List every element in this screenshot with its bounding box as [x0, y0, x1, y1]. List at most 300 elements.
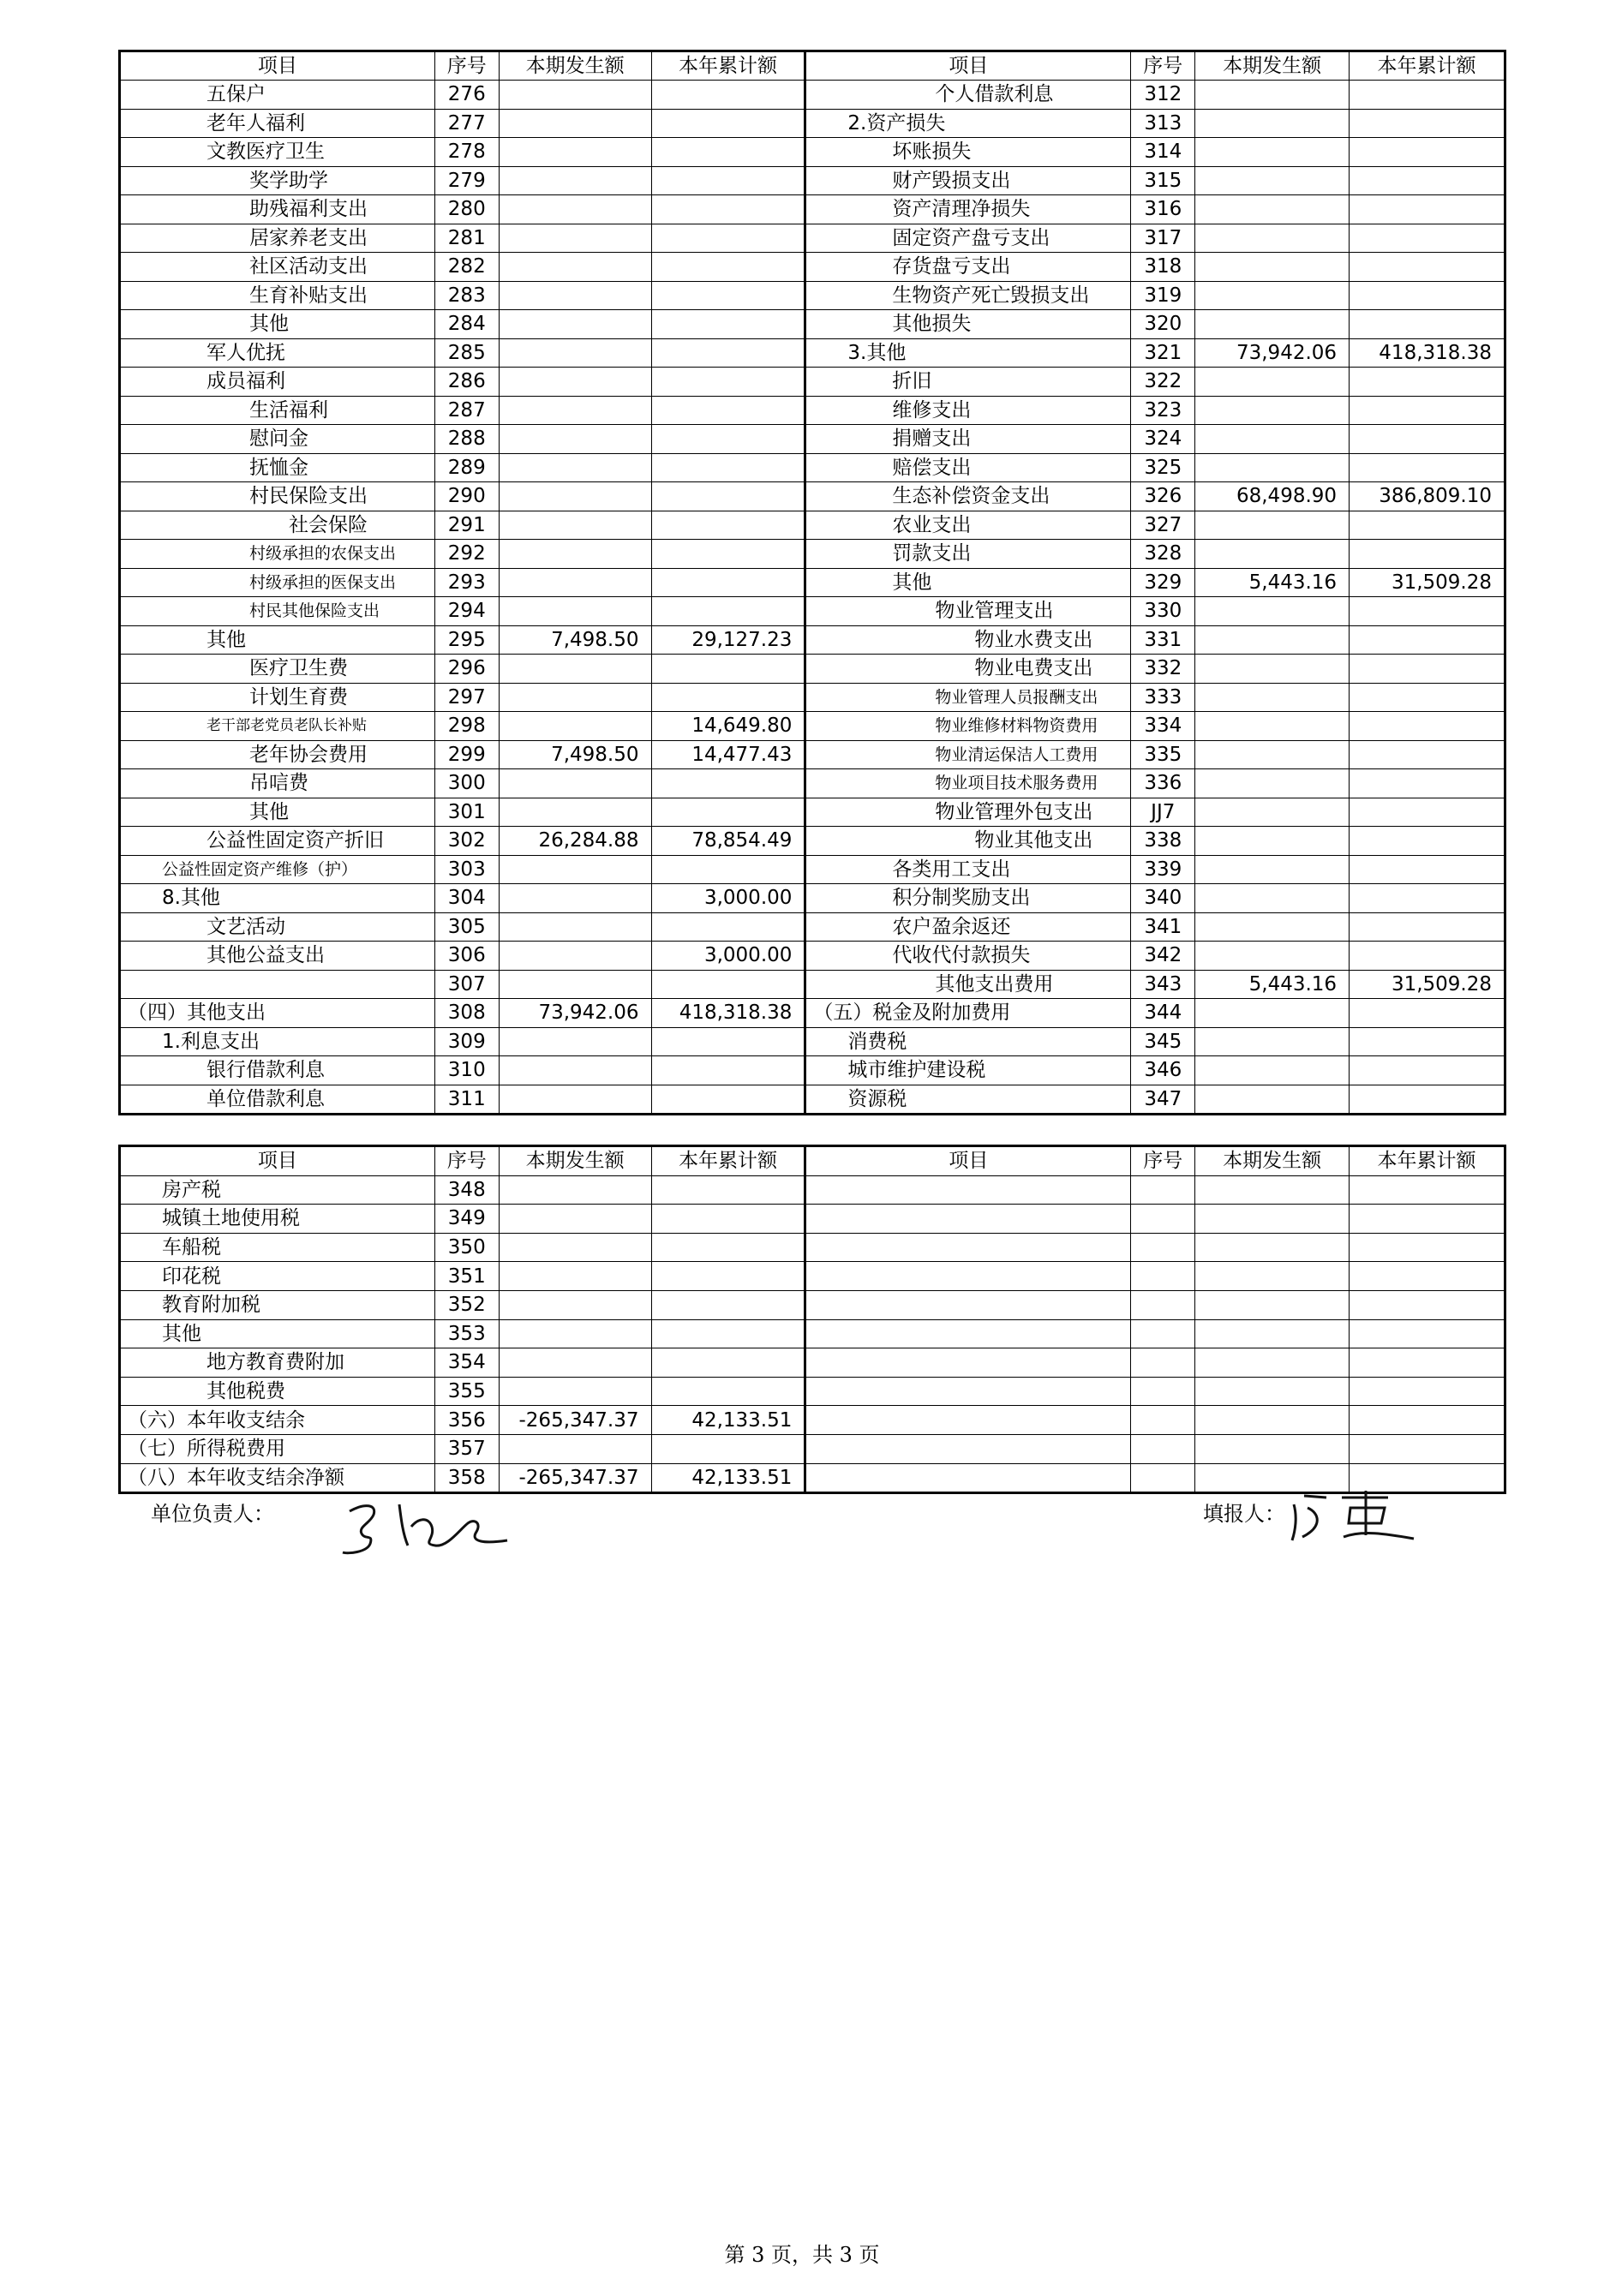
ytd-amount: [651, 138, 805, 167]
ytd-amount: [651, 224, 805, 253]
period-amount: [499, 1085, 651, 1115]
ytd-amount: [651, 769, 805, 798]
item-label: 其他公益支出: [120, 942, 435, 971]
ytd-amount: [1350, 540, 1505, 569]
period-amount: [499, 109, 651, 138]
empty-cell: [1350, 1434, 1505, 1463]
serial-number: 287: [434, 396, 499, 425]
serial-number: 353: [434, 1319, 499, 1348]
header-period: 本期发生额: [499, 1146, 651, 1176]
serial-number: 311: [434, 1085, 499, 1115]
ytd-amount: [651, 1205, 805, 1234]
item-label: 农户盈余返还: [805, 912, 1131, 942]
item-label: 代收代付款损失: [805, 942, 1131, 971]
table-row: [120, 109, 1505, 138]
period-amount: [499, 1348, 651, 1378]
ytd-amount: [1350, 827, 1505, 856]
serial-number: 289: [434, 453, 499, 482]
item-label: 捐赠支出: [805, 425, 1131, 454]
ytd-amount: [1350, 597, 1505, 626]
header-no: 序号: [434, 1146, 499, 1176]
ytd-amount: [1350, 368, 1505, 397]
period-amount: [499, 368, 651, 397]
empty-cell: [1131, 1463, 1195, 1493]
ytd-amount: [651, 368, 805, 397]
empty-cell: [1195, 1348, 1350, 1378]
ytd-amount: [651, 281, 805, 310]
serial-number: 308: [434, 999, 499, 1028]
item-label: 8.其他: [120, 884, 435, 913]
table-row: [120, 855, 1505, 884]
period-amount: 68,498.90: [1195, 482, 1350, 511]
period-amount: [499, 338, 651, 368]
empty-cell: [1195, 1434, 1350, 1463]
empty-cell: [1131, 1175, 1195, 1205]
period-amount: [499, 511, 651, 540]
table-row: [120, 1290, 1505, 1319]
item-label: 五保户: [120, 81, 435, 110]
serial-number: 291: [434, 511, 499, 540]
serial-number: 358: [434, 1463, 499, 1493]
serial-number: 321: [1131, 338, 1195, 368]
item-label: 物业管理外包支出: [805, 798, 1131, 827]
period-amount: [499, 1175, 651, 1205]
serial-number: 350: [434, 1233, 499, 1262]
item-label: 物业其他支出: [805, 827, 1131, 856]
period-amount: [1195, 999, 1350, 1028]
period-amount: [499, 81, 651, 110]
item-label: 资源税: [805, 1085, 1131, 1115]
period-amount: 5,443.16: [1195, 568, 1350, 597]
period-amount: [499, 1377, 651, 1406]
empty-cell: [805, 1348, 1131, 1378]
period-amount: [499, 1056, 651, 1085]
serial-number: 312: [1131, 81, 1195, 110]
empty-cell: [805, 1319, 1131, 1348]
item-label: 居家养老支出: [120, 224, 435, 253]
serial-number: 338: [1131, 827, 1195, 856]
ytd-amount: [1350, 1027, 1505, 1056]
table-row: [120, 1175, 1505, 1205]
serial-number: 348: [434, 1175, 499, 1205]
serial-number: 333: [1131, 683, 1195, 712]
tax-table: [118, 1145, 1506, 1494]
table-row: [120, 453, 1505, 482]
item-label: 公益性固定资产维修（护）: [120, 855, 435, 884]
item-label: 积分制奖励支出: [805, 884, 1131, 913]
table-row: [120, 1348, 1505, 1378]
item-label: 物业清运保洁人工费用: [805, 740, 1131, 769]
ytd-amount: [651, 1085, 805, 1115]
period-amount: [499, 224, 651, 253]
ytd-amount: [651, 482, 805, 511]
ytd-amount: 31,509.28: [1350, 568, 1505, 597]
table-row: [120, 1027, 1505, 1056]
period-amount: [499, 396, 651, 425]
preparer-label: 填报人：: [1203, 1502, 1285, 1526]
item-label: 维修支出: [805, 396, 1131, 425]
period-amount: -265,347.37: [499, 1463, 651, 1493]
serial-number: 319: [1131, 281, 1195, 310]
item-label: 个人借款利息: [805, 81, 1131, 110]
table-row: [120, 368, 1505, 397]
table-row: [120, 1233, 1505, 1262]
empty-cell: [805, 1233, 1131, 1262]
item-label: 医疗卫生费: [120, 655, 435, 684]
serial-number: 283: [434, 281, 499, 310]
period-amount: [499, 540, 651, 569]
ytd-amount: [1350, 655, 1505, 684]
item-label: 物业管理支出: [805, 597, 1131, 626]
serial-number: 342: [1131, 942, 1195, 971]
item-label: 2.资产损失: [805, 109, 1131, 138]
ytd-amount: [1350, 109, 1505, 138]
item-label: [120, 970, 435, 999]
table-row: [120, 798, 1505, 827]
ytd-amount: [651, 1319, 805, 1348]
serial-number: 326: [1131, 482, 1195, 511]
ytd-amount: [1350, 999, 1505, 1028]
item-label: 抚恤金: [120, 453, 435, 482]
serial-number: 357: [434, 1434, 499, 1463]
empty-cell: [805, 1290, 1131, 1319]
header-item: 项目: [120, 51, 435, 81]
item-label: （六）本年收支结余: [120, 1406, 435, 1435]
empty-cell: [805, 1175, 1131, 1205]
period-amount: 5,443.16: [1195, 970, 1350, 999]
table-row: [120, 597, 1505, 626]
period-amount: [499, 425, 651, 454]
empty-cell: [805, 1377, 1131, 1406]
empty-cell: [1131, 1319, 1195, 1348]
serial-number: 354: [434, 1348, 499, 1378]
table-row: [120, 540, 1505, 569]
serial-number: 295: [434, 625, 499, 655]
serial-number: 344: [1131, 999, 1195, 1028]
table-header-row: [120, 1146, 1505, 1176]
ytd-amount: [651, 1056, 805, 1085]
ytd-amount: [1350, 942, 1505, 971]
period-amount: [499, 1319, 651, 1348]
serial-number: 300: [434, 769, 499, 798]
preparer-signature: [1285, 1487, 1422, 1547]
serial-number: 302: [434, 827, 499, 856]
serial-number: 304: [434, 884, 499, 913]
ytd-amount: 418,318.38: [651, 999, 805, 1028]
serial-number: 277: [434, 109, 499, 138]
header-ytd: 本年累计额: [651, 1146, 805, 1176]
item-label: 1.利息支出: [120, 1027, 435, 1056]
serial-number: 313: [1131, 109, 1195, 138]
serial-number: 310: [434, 1056, 499, 1085]
period-amount: [1195, 310, 1350, 339]
ytd-amount: [651, 1233, 805, 1262]
header-item: 项目: [805, 1146, 1131, 1176]
ytd-amount: [651, 1027, 805, 1056]
item-label: 村民保险支出: [120, 482, 435, 511]
serial-number: 318: [1131, 253, 1195, 282]
period-amount: [499, 1233, 651, 1262]
period-amount: [1195, 740, 1350, 769]
serial-number: JJ7: [1131, 798, 1195, 827]
period-amount: 73,942.06: [499, 999, 651, 1028]
serial-number: 334: [1131, 712, 1195, 741]
ytd-amount: [651, 1262, 805, 1291]
table-row: [120, 1262, 1505, 1291]
table-row: [120, 425, 1505, 454]
period-amount: [1195, 396, 1350, 425]
period-amount: [1195, 942, 1350, 971]
table-row: [120, 81, 1505, 110]
ytd-amount: [651, 81, 805, 110]
empty-cell: [805, 1434, 1131, 1463]
ytd-amount: [651, 1175, 805, 1205]
table-row: [120, 1205, 1505, 1234]
ytd-amount: [651, 1348, 805, 1378]
item-label: 社会保险: [120, 511, 435, 540]
ytd-amount: [651, 855, 805, 884]
ytd-amount: 418,318.38: [1350, 338, 1505, 368]
ytd-amount: 78,854.49: [651, 827, 805, 856]
period-amount: [499, 482, 651, 511]
item-label: 生活福利: [120, 396, 435, 425]
period-amount: [1195, 281, 1350, 310]
item-label: （五）税金及附加费用: [805, 999, 1131, 1028]
serial-number: 316: [1131, 195, 1195, 224]
item-label: 计划生育费: [120, 683, 435, 712]
serial-number: 294: [434, 597, 499, 626]
item-label: 农业支出: [805, 511, 1131, 540]
period-amount: [1195, 683, 1350, 712]
period-amount: [499, 1290, 651, 1319]
table-row: [120, 769, 1505, 798]
ytd-amount: [1350, 625, 1505, 655]
item-label: 其他支出费用: [805, 970, 1131, 999]
table-row: [120, 740, 1505, 769]
unit-head-signature: [339, 1492, 528, 1561]
period-amount: 7,498.50: [499, 740, 651, 769]
item-label: 其他: [120, 798, 435, 827]
serial-number: 330: [1131, 597, 1195, 626]
item-label: 存货盘亏支出: [805, 253, 1131, 282]
serial-number: 299: [434, 740, 499, 769]
header-no: 序号: [434, 51, 499, 81]
table-row: [120, 138, 1505, 167]
header-period: 本期发生额: [499, 51, 651, 81]
serial-number: 327: [1131, 511, 1195, 540]
serial-number: 309: [434, 1027, 499, 1056]
empty-cell: [1350, 1175, 1505, 1205]
header-item: 项目: [805, 51, 1131, 81]
ytd-amount: [651, 683, 805, 712]
empty-cell: [1195, 1205, 1350, 1234]
ytd-amount: [1350, 712, 1505, 741]
item-label: 村级承担的医保支出: [120, 568, 435, 597]
item-label: 老年人福利: [120, 109, 435, 138]
item-label: 公益性固定资产折旧: [120, 827, 435, 856]
item-label: 财产毁损支出: [805, 166, 1131, 195]
item-label: 物业维修材料物资费用: [805, 712, 1131, 741]
item-label: 单位借款利息: [120, 1085, 435, 1115]
ytd-amount: [1350, 798, 1505, 827]
ytd-amount: 42,133.51: [651, 1463, 805, 1493]
serial-number: 351: [434, 1262, 499, 1291]
serial-number: 297: [434, 683, 499, 712]
item-label: 老干部老党员老队长补贴: [120, 712, 435, 741]
ytd-amount: [651, 1434, 805, 1463]
serial-number: 306: [434, 942, 499, 971]
empty-cell: [1131, 1262, 1195, 1291]
ytd-amount: 386,809.10: [1350, 482, 1505, 511]
serial-number: 328: [1131, 540, 1195, 569]
period-amount: [499, 683, 651, 712]
item-label: 其他: [120, 1319, 435, 1348]
ytd-amount: [1350, 1085, 1505, 1115]
empty-cell: [1195, 1290, 1350, 1319]
item-label: 村民其他保险支出: [120, 597, 435, 626]
period-amount: [499, 568, 651, 597]
table-row: [120, 1377, 1505, 1406]
period-amount: [1195, 109, 1350, 138]
expense-table: [118, 50, 1506, 1115]
serial-number: 301: [434, 798, 499, 827]
ytd-amount: [651, 970, 805, 999]
ytd-amount: 42,133.51: [651, 1406, 805, 1435]
item-label: 车船税: [120, 1233, 435, 1262]
period-amount: [1195, 855, 1350, 884]
serial-number: 356: [434, 1406, 499, 1435]
table-row: [120, 655, 1505, 684]
item-label: （八）本年收支结余净额: [120, 1463, 435, 1493]
table-row: [120, 683, 1505, 712]
ytd-amount: 14,649.80: [651, 712, 805, 741]
period-amount: [499, 1027, 651, 1056]
empty-cell: [1350, 1319, 1505, 1348]
period-amount: 26,284.88: [499, 827, 651, 856]
table-row: [120, 396, 1505, 425]
period-amount: [499, 970, 651, 999]
ytd-amount: [651, 597, 805, 626]
item-label: 各类用工支出: [805, 855, 1131, 884]
ytd-amount: [651, 109, 805, 138]
header-ytd: 本年累计额: [651, 51, 805, 81]
period-amount: [499, 1434, 651, 1463]
empty-cell: [1131, 1233, 1195, 1262]
header-ytd: 本年累计额: [1350, 1146, 1505, 1176]
table-row: [120, 827, 1505, 856]
period-amount: [1195, 224, 1350, 253]
period-amount: [1195, 195, 1350, 224]
item-label: 村级承担的农保支出: [120, 540, 435, 569]
ytd-amount: [651, 655, 805, 684]
serial-number: 347: [1131, 1085, 1195, 1115]
empty-cell: [1350, 1377, 1505, 1406]
item-label: 奖学助学: [120, 166, 435, 195]
empty-cell: [1350, 1205, 1505, 1234]
period-amount: [1195, 655, 1350, 684]
item-label: 其他税费: [120, 1377, 435, 1406]
item-label: 物业项目技术服务费用: [805, 769, 1131, 798]
period-amount: 73,942.06: [1195, 338, 1350, 368]
serial-number: 345: [1131, 1027, 1195, 1056]
header-period: 本期发生额: [1195, 51, 1350, 81]
serial-number: 349: [434, 1205, 499, 1234]
period-amount: [1195, 912, 1350, 942]
ytd-amount: [1350, 740, 1505, 769]
period-amount: [1195, 166, 1350, 195]
ytd-amount: [1350, 281, 1505, 310]
period-amount: [1195, 625, 1350, 655]
item-label: 成员福利: [120, 368, 435, 397]
ytd-amount: 29,127.23: [651, 625, 805, 655]
serial-number: 280: [434, 195, 499, 224]
empty-cell: [1195, 1319, 1350, 1348]
period-amount: [499, 884, 651, 913]
ytd-amount: [651, 511, 805, 540]
table-row: [120, 338, 1505, 368]
table-row: [120, 281, 1505, 310]
serial-number: 278: [434, 138, 499, 167]
item-label: 折旧: [805, 368, 1131, 397]
table-row: [120, 1056, 1505, 1085]
serial-number: 282: [434, 253, 499, 282]
period-amount: [499, 855, 651, 884]
item-label: 军人优抚: [120, 338, 435, 368]
period-amount: [499, 1262, 651, 1291]
period-amount: [499, 195, 651, 224]
table-row: [120, 712, 1505, 741]
serial-number: 293: [434, 568, 499, 597]
period-amount: -265,347.37: [499, 1406, 651, 1435]
period-amount: [499, 798, 651, 827]
ytd-amount: [1350, 425, 1505, 454]
period-amount: [499, 281, 651, 310]
table-row: [120, 942, 1505, 971]
item-label: 物业电费支出: [805, 655, 1131, 684]
ytd-amount: 31,509.28: [1350, 970, 1505, 999]
item-label: 资产清理净损失: [805, 195, 1131, 224]
period-amount: [1195, 597, 1350, 626]
period-amount: [1195, 1085, 1350, 1115]
serial-number: 324: [1131, 425, 1195, 454]
period-amount: 7,498.50: [499, 625, 651, 655]
ytd-amount: [1350, 81, 1505, 110]
item-label: 生物资产死亡毁损支出: [805, 281, 1131, 310]
table-row: [120, 1434, 1505, 1463]
serial-number: 286: [434, 368, 499, 397]
period-amount: [1195, 712, 1350, 741]
empty-cell: [805, 1463, 1131, 1493]
period-amount: [499, 1205, 651, 1234]
empty-cell: [805, 1205, 1131, 1234]
empty-cell: [1350, 1290, 1505, 1319]
table-row: [120, 970, 1505, 999]
serial-number: 303: [434, 855, 499, 884]
serial-number: 315: [1131, 166, 1195, 195]
ytd-amount: [1350, 224, 1505, 253]
table-row: [120, 224, 1505, 253]
header-ytd: 本年累计额: [1350, 51, 1505, 81]
header-period: 本期发生额: [1195, 1146, 1350, 1176]
empty-cell: [805, 1406, 1131, 1435]
empty-cell: [1350, 1406, 1505, 1435]
empty-cell: [1195, 1233, 1350, 1262]
ytd-amount: [1350, 253, 1505, 282]
serial-number: 335: [1131, 740, 1195, 769]
period-amount: [1195, 81, 1350, 110]
serial-number: 285: [434, 338, 499, 368]
item-label: 3.其他: [805, 338, 1131, 368]
